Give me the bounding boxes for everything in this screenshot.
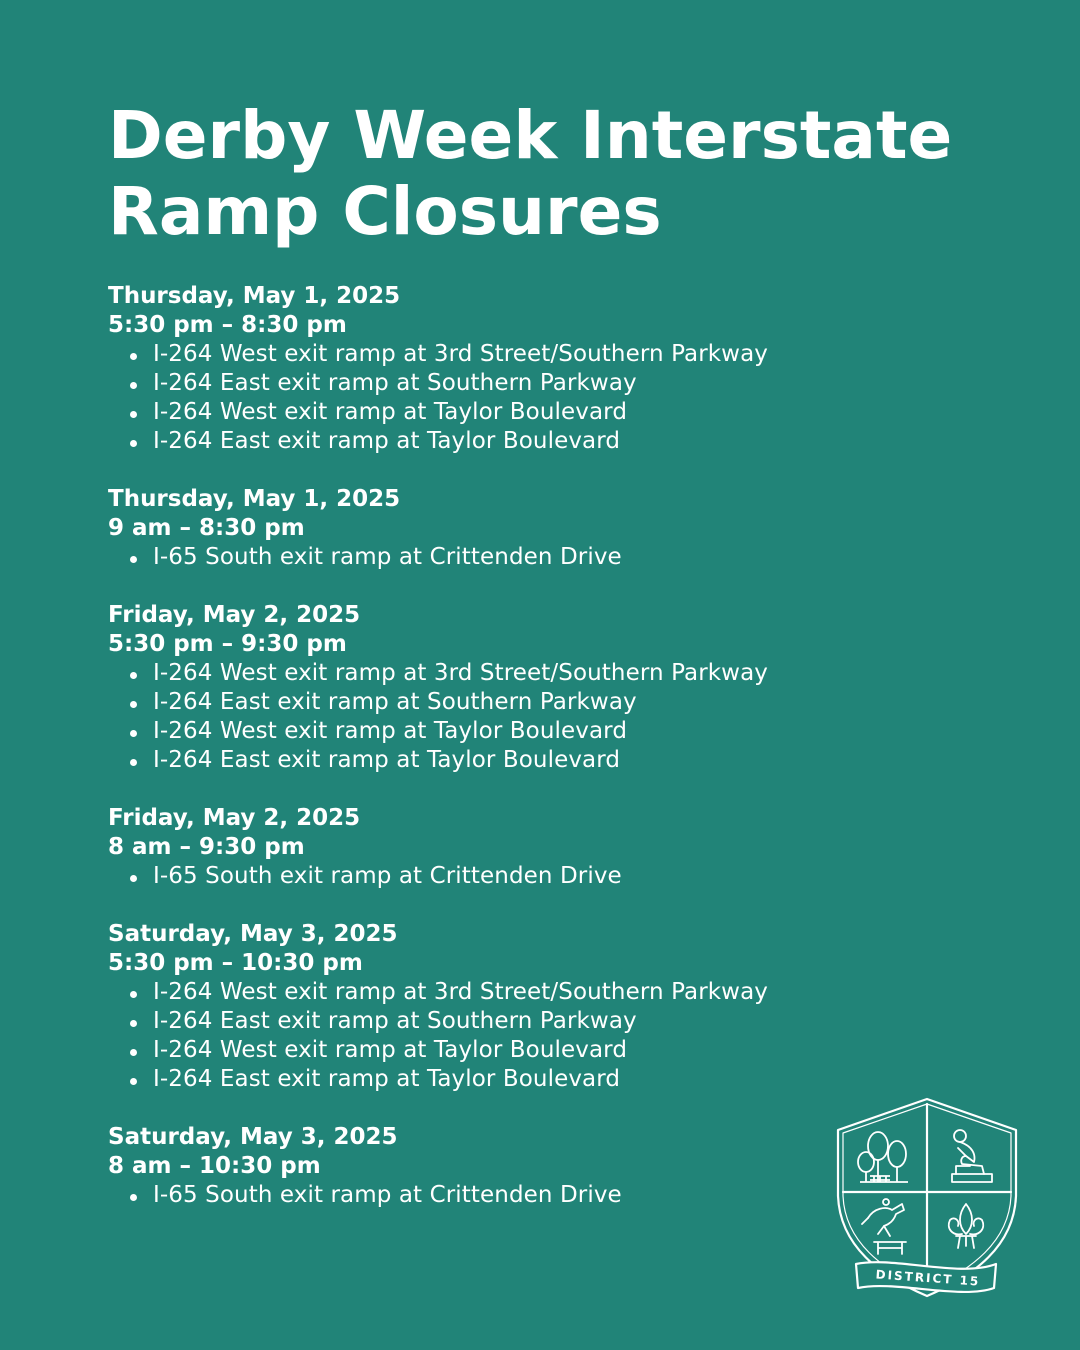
closure-block [108,601,908,775]
ramp-label: I-264 West exit ramp at Taylor Boulevard [153,718,628,744]
closure-date: Friday, May 2, 2025 [108,602,361,628]
bullet-icon [130,1049,137,1056]
closure-schedule [108,282,908,1239]
ramp-label: I-264 West exit ramp at 3rd Street/Southern Parkway [153,660,769,686]
horse-jumper-icon [862,1199,906,1254]
ramp-item [108,1036,908,1065]
bullet-icon [130,411,137,418]
bullet-icon [130,556,137,563]
ramp-label: I-65 South exit ramp at Crittenden Drive [153,544,622,570]
bullet-icon [130,440,137,447]
bullet-icon [130,672,137,679]
ramp-item [108,688,908,717]
ramp-item [108,862,908,891]
ramp-label: I-264 East exit ramp at Taylor Boulevard [153,747,621,773]
ramp-label: I-264 East exit ramp at Taylor Boulevard [153,428,621,454]
thinker-statue-icon [952,1130,992,1182]
ramp-label: I-264 West exit ramp at 3rd Street/Southern Parkway [153,341,769,367]
closure-date: Saturday, May 3, 2025 [108,921,398,947]
ramp-label: I-264 West exit ramp at Taylor Boulevard [153,399,628,425]
ramp-list [108,862,908,891]
ramp-item [108,398,908,427]
ramp-item [108,978,908,1007]
ramp-list [108,543,908,572]
closure-block [108,1123,908,1210]
ramp-item [108,369,908,398]
closure-time: 5:30 pm – 10:30 pm [108,950,363,976]
ramp-list [108,340,908,456]
bullet-icon [130,991,137,998]
fleur-de-lis-icon [949,1204,984,1248]
closure-time: 8 am – 10:30 pm [108,1153,321,1179]
ramp-item [108,340,908,369]
ramp-label: I-264 West exit ramp at 3rd Street/Southern Parkway [153,979,769,1005]
ramp-item [108,1181,908,1210]
closure-time: 5:30 pm – 9:30 pm [108,631,347,657]
crest-banner-text: DISTRICT 15 [875,1267,981,1289]
ramp-item [108,746,908,775]
ramp-label: I-264 East exit ramp at Southern Parkway [153,370,637,396]
closure-time: 5:30 pm – 8:30 pm [108,312,347,338]
page-title-line-2: Ramp Closures [108,173,662,250]
ramp-list [108,1181,908,1210]
bullet-icon [130,353,137,360]
closure-block [108,920,908,1094]
bullet-icon [130,701,137,708]
bullet-icon [130,730,137,737]
district-15-crest-logo [834,1096,1020,1302]
ramp-label: I-264 East exit ramp at Southern Parkway [153,1008,637,1034]
ramp-label: I-65 South exit ramp at Crittenden Drive [153,1182,622,1208]
closure-date: Thursday, May 1, 2025 [108,486,401,512]
bullet-icon [130,875,137,882]
bullet-icon [130,759,137,766]
closure-block [108,282,908,456]
ramp-list [108,978,908,1094]
closure-date: Thursday, May 1, 2025 [108,283,401,309]
closure-block [108,804,908,891]
ramp-label: I-264 East exit ramp at Taylor Boulevard [153,1066,621,1092]
ramp-item [108,659,908,688]
bullet-icon [130,382,137,389]
bullet-icon [130,1020,137,1027]
ramp-item [108,427,908,456]
closure-time: 8 am – 9:30 pm [108,834,305,860]
closure-time: 9 am – 8:30 pm [108,515,305,541]
page-title [108,98,1008,250]
page-title-line-1: Derby Week Interstate [108,97,953,174]
ramp-list [108,659,908,775]
ramp-label: I-264 East exit ramp at Southern Parkway [153,689,637,715]
ramp-label: I-264 West exit ramp at Taylor Boulevard [153,1037,628,1063]
closure-date: Friday, May 2, 2025 [108,805,361,831]
closure-block [108,485,908,572]
bullet-icon [130,1194,137,1201]
ramp-item [108,543,908,572]
ramp-item [108,1007,908,1036]
ramp-label: I-65 South exit ramp at Crittenden Drive [153,863,622,889]
trees-icon [858,1132,908,1182]
ramp-item [108,717,908,746]
bullet-icon [130,1078,137,1085]
closure-date: Saturday, May 3, 2025 [108,1124,398,1150]
ramp-item [108,1065,908,1094]
